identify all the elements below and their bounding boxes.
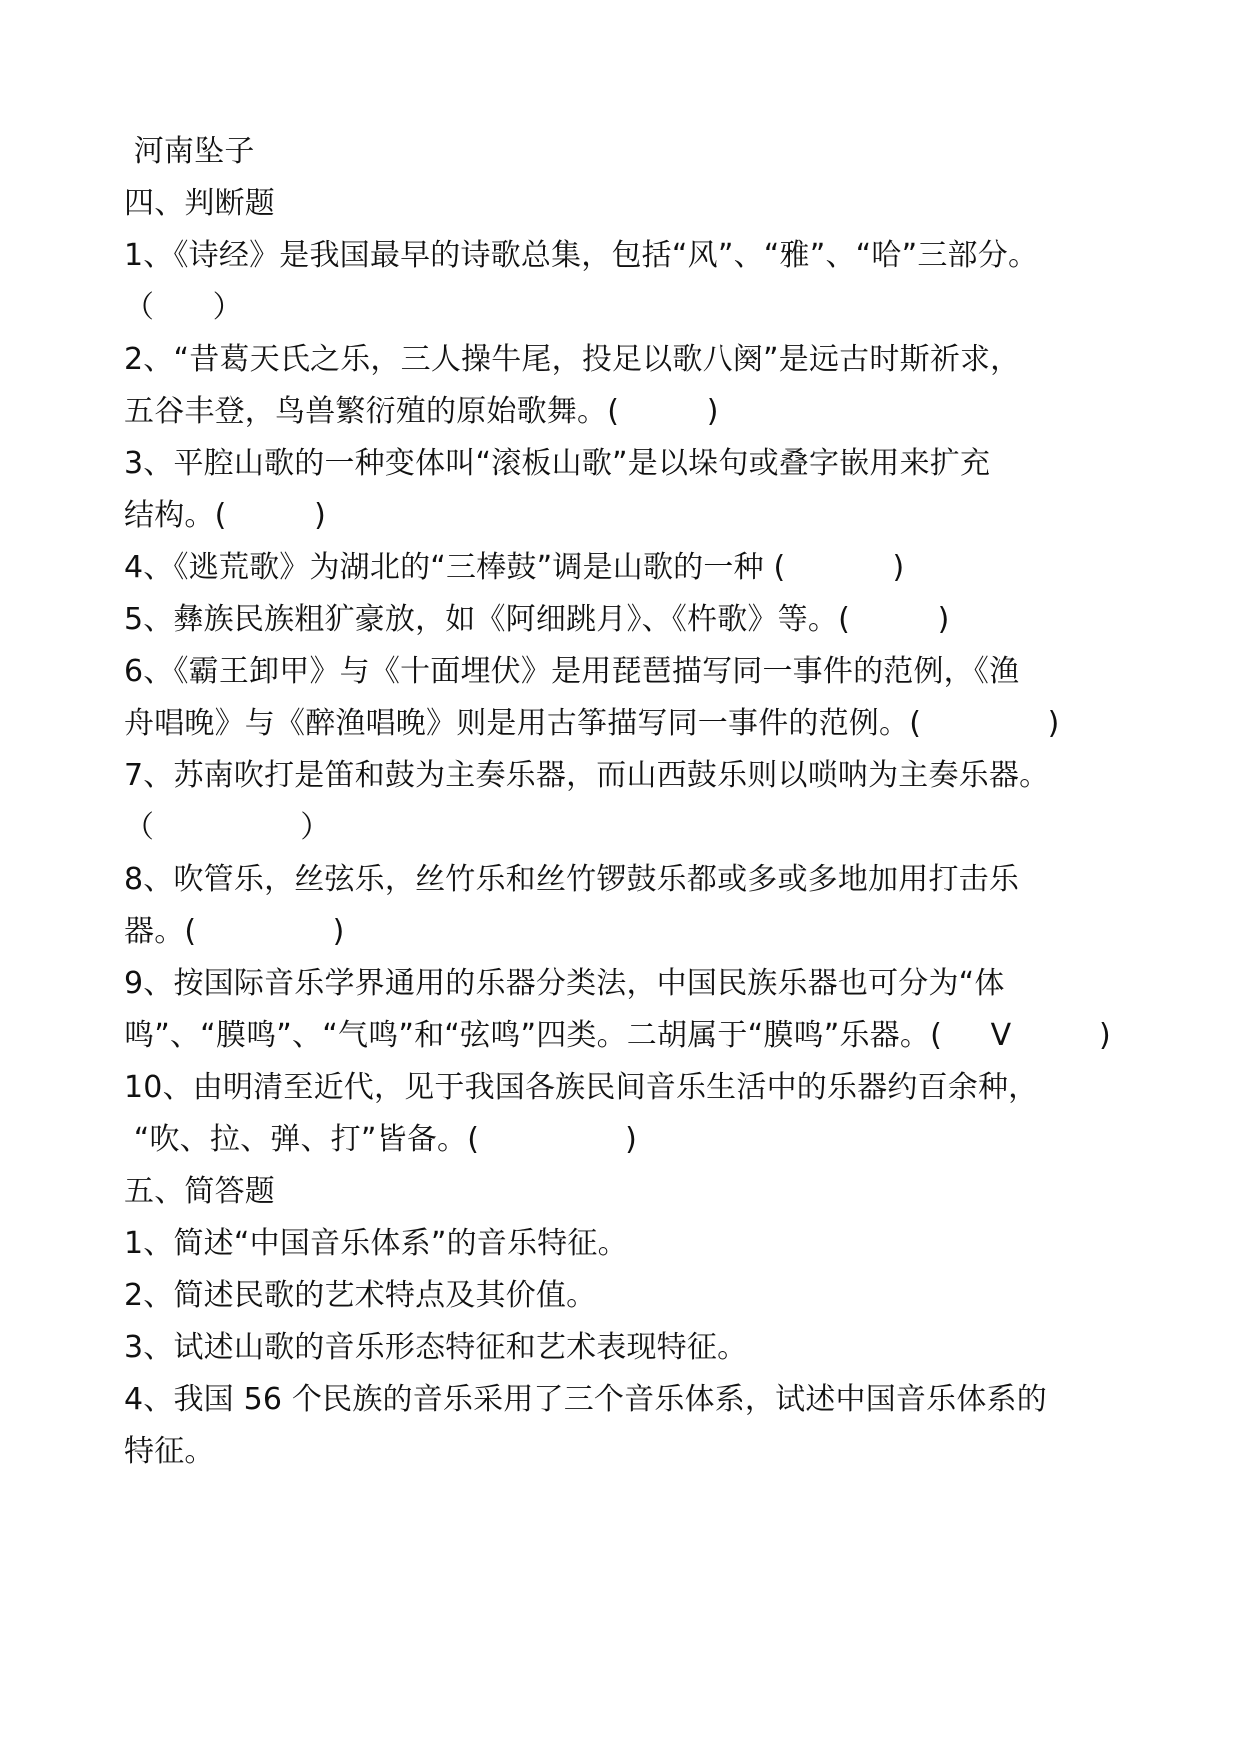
question-6-line-2: 舟唱晚》与《醉渔唱晚》则是用古筝描写同一事件的范例。( ) [124, 706, 1060, 741]
question-3-line-1: 3、平腔山歌的一种变体叫“滚板山歌”是以垛句或叠字嵌用来扩充 [124, 446, 991, 481]
question-8-line-2: 器。( ) [124, 914, 345, 949]
question-9-line-1: 9、按国际音乐学界通用的乐器分类法，中国民族乐器也可分为“体 [124, 966, 1005, 1001]
text-line-1: 河南坠子 [124, 134, 255, 169]
question-3-line-2: 结构。( ) [124, 498, 327, 533]
section-heading-judgement: 四、判断题 [124, 186, 275, 221]
question-10-line-2: “吹、拉、弹、打”皆备。( ) [124, 1122, 638, 1157]
short-answer-4-line-1: 4、我国 56 个民族的音乐采用了三个音乐体系，试述中国音乐体系的 [124, 1382, 1047, 1417]
question-8-line-1: 8、吹管乐，丝弦乐，丝竹乐和丝竹锣鼓乐都或多或多地加用打击乐 [124, 862, 1020, 897]
question-5: 5、彝族民族粗犷豪放，如《阿细跳月》、《杵歌》等。( ) [124, 602, 950, 637]
short-answer-1: 1、简述“中国音乐体系”的音乐特征。 [124, 1226, 628, 1261]
short-answer-2: 2、简述民歌的艺术特点及其价值。 [124, 1278, 597, 1313]
short-answer-3: 3、试述山歌的音乐形态特征和艺术表现特征。 [124, 1330, 748, 1365]
section-heading-short-answer: 五、简答题 [124, 1174, 275, 1209]
question-1-line-2: （ ） [124, 290, 243, 325]
question-2-line-1: 2、“昔葛天氏之乐，三人操牛尾，投足以歌八阕”是远古时斯祈求， [124, 342, 1021, 377]
question-1-line-1: 1、《诗经》是我国最早的诗歌总集，包括“风”、“雅”、“哈”三部分。 [124, 238, 1039, 273]
short-answer-4-line-2: 特征。 [124, 1434, 215, 1469]
question-9-line-2: 鸣”、“膜鸣”、“气鸣”和“弦鸣”四类。二胡属于“膜鸣”乐器。( V ) [124, 1018, 1111, 1053]
question-7-line-2: （ ） [124, 810, 331, 845]
question-2-line-2: 五谷丰登，鸟兽繁衍殖的原始歌舞。( ) [124, 394, 719, 429]
question-10-line-1: 10、由明清至近代，见于我国各族民间音乐生活中的乐器约百余种， [124, 1070, 1039, 1105]
question-7-line-1: 7、苏南吹打是笛和鼓为主奏乐器，而山西鼓乐则以唢呐为主奏乐器。 [124, 758, 1050, 793]
question-4: 4、《逃荒歌》为湖北的“三棒鼓”调是山歌的一种 ( ) [124, 550, 905, 585]
question-6-line-1: 6、《霸王卸甲》与《十面埋伏》是用琵琶描写同一事件的范例，《渔 [124, 654, 1020, 689]
